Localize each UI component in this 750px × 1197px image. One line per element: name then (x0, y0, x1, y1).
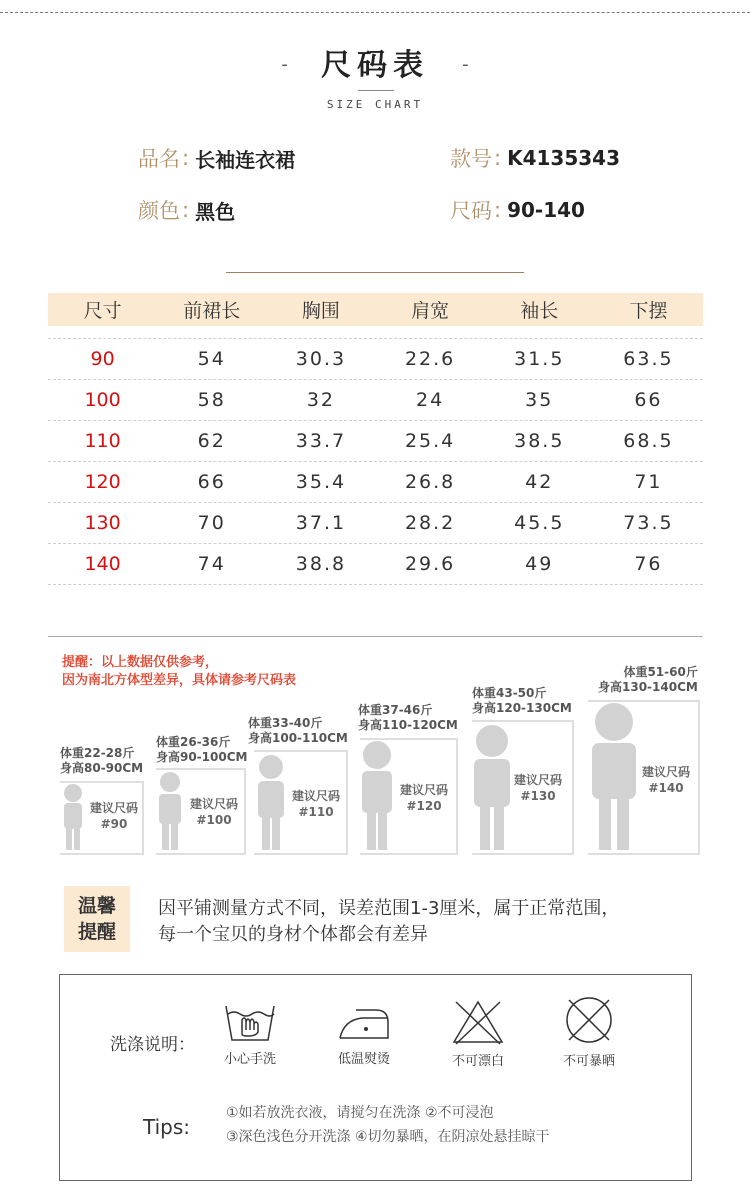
care-item-label: 不可暴晒 (562, 1054, 615, 1069)
child-silhouette-icon (468, 722, 516, 852)
table-row (48, 503, 703, 544)
no-sun-icon (563, 994, 615, 1046)
kid-box-100 (156, 768, 246, 855)
table-cell: 63.5 (623, 348, 674, 370)
kid-height: 身高120-130CM (472, 701, 572, 715)
title-dash-right: - (462, 54, 469, 75)
warm-tip-text (158, 896, 619, 948)
table-row (48, 339, 703, 380)
header-cell: 胸围 (301, 300, 340, 322)
name-label: 品名 (138, 147, 180, 171)
no-bleach-icon (450, 998, 506, 1046)
table-cell: 25.4 (404, 430, 456, 452)
hand-wash-icon (222, 1000, 278, 1044)
kid-suggest-size: #140 (648, 781, 684, 795)
color-colon: : (182, 198, 190, 222)
tips-text (226, 1101, 550, 1149)
care-item-no-bleach (428, 998, 528, 1069)
care-item-label: 不可漂白 (451, 1054, 504, 1069)
kid-suggest-size: #120 (406, 799, 442, 813)
table-cell: 31.5 (514, 348, 565, 370)
kid-suggest-text: 建议尺码 (513, 773, 562, 787)
style-colon: : (494, 146, 502, 170)
table-cell: 68.5 (623, 430, 674, 452)
kid-box-140 (588, 700, 700, 855)
warm-tip-line-2: 每一个宝贝的身材个体都会有差异 (158, 924, 428, 945)
kid-suggest-90 (86, 800, 142, 832)
table-cell: 35.4 (295, 471, 347, 493)
kid-info-110 (248, 716, 348, 746)
kid-info-140 (598, 665, 698, 695)
page-subtitle: SIZE CHART (326, 98, 424, 111)
care-item-label: 低温熨烫 (337, 1052, 390, 1067)
table-cell: 70 (197, 512, 226, 534)
table-cell: 26.8 (404, 471, 456, 493)
child-silhouette-icon (586, 700, 642, 852)
info-style-row (450, 143, 620, 173)
title-underline (358, 90, 394, 91)
kid-weight: 体重51-60斤 (623, 665, 698, 679)
reminder-line-1: 提醒：以上数据仅供参考， (62, 655, 219, 670)
table-cell: 62 (197, 430, 226, 452)
warm-tip-badge (64, 886, 130, 952)
table-row (48, 421, 703, 462)
kid-suggest-120 (396, 782, 452, 814)
style-value: K4135343 (507, 146, 620, 170)
header-cell: 前裙长 (183, 300, 241, 322)
kid-box-90 (60, 781, 144, 855)
size-value: 90-140 (507, 198, 585, 222)
table-cell-size: 100 (84, 389, 121, 411)
table-cell-size: 140 (84, 553, 121, 575)
table-row (48, 380, 703, 421)
kid-suggest-size: #100 (196, 813, 232, 827)
table-cell: 38.8 (295, 553, 347, 575)
table-row (48, 462, 703, 503)
child-silhouette-icon (58, 782, 88, 852)
kid-weight: 体重22-28斤 (60, 746, 135, 760)
header-cell: 袖长 (520, 300, 559, 322)
table-cell: 76 (634, 553, 663, 575)
table-cell: 35 (525, 389, 554, 411)
kid-suggest-140 (636, 764, 696, 796)
table-cell-size: 90 (90, 348, 115, 370)
kid-weight: 体重37-46斤 (358, 703, 433, 717)
warm-tip-line-1: 因平铺测量方式不同，误差范围1-3厘米，属于正常范围， (158, 898, 620, 919)
guide-divider (48, 636, 703, 637)
kid-suggest-text: 建议尺码 (399, 783, 448, 797)
table-cell: 38.5 (514, 430, 565, 452)
color-value: 黑色 (195, 199, 236, 224)
size-label: 尺码 (450, 199, 492, 223)
kid-suggest-text: 建议尺码 (641, 765, 690, 779)
title-dash-left: - (281, 54, 288, 75)
page-header (0, 40, 750, 84)
reminder-text (62, 654, 296, 690)
table-cell: 45.5 (514, 512, 565, 534)
table-cell: 33.7 (295, 430, 347, 452)
top-dashed-divider (0, 12, 750, 13)
warm-tip-badge-line-1: 温馨 (77, 895, 116, 917)
name-colon: : (182, 146, 190, 170)
kid-weight: 体重33-40斤 (248, 716, 323, 730)
kid-box-110 (254, 750, 348, 855)
kid-suggest-text: 建议尺码 (291, 789, 340, 803)
table-cell: 24 (416, 389, 445, 411)
info-size-row (450, 195, 585, 225)
header-cell: 肩宽 (411, 300, 450, 322)
kid-height: 身高130-140CM (598, 680, 698, 694)
table-cell: 49 (525, 553, 554, 575)
tips-label: Tips: (143, 1115, 191, 1139)
table-header (48, 293, 703, 326)
page-title: 尺码表 (321, 48, 429, 83)
header-cell: 下摆 (629, 300, 668, 322)
kid-height: 身高100-110CM (248, 731, 348, 745)
kid-height: 身高80-90CM (60, 761, 144, 775)
kid-suggest-size: #130 (520, 789, 556, 803)
table-cell: 32 (306, 389, 336, 411)
section-divider (226, 272, 524, 273)
child-silhouette-icon (153, 770, 187, 852)
table-cell: 71 (634, 471, 663, 493)
table-separator (48, 326, 703, 339)
kid-box-130 (472, 720, 574, 855)
table-cell-size: 110 (84, 430, 121, 452)
kid-suggest-size: #110 (298, 805, 334, 819)
tips-line-1: ①如若放洗衣液，请搅匀在洗涤 ②不可浸泡 (226, 1105, 494, 1121)
kid-box-120 (360, 738, 458, 855)
child-silhouette-icon (252, 752, 290, 852)
table-cell: 29.6 (404, 553, 456, 575)
table-cell: 66 (197, 471, 226, 493)
care-item-low-iron (314, 1000, 414, 1067)
kid-height: 身高90-100CM (156, 750, 248, 764)
care-item-no-sun (539, 994, 639, 1069)
table-cell: 42 (525, 471, 554, 493)
color-label: 颜色 (138, 199, 180, 223)
care-item-hand-wash (200, 1000, 300, 1067)
table-cell: 66 (634, 389, 663, 411)
table-row (48, 544, 703, 585)
care-title: 洗涤说明： (110, 1035, 195, 1055)
kid-info-120 (358, 703, 458, 733)
style-label: 款号 (450, 147, 492, 171)
size-colon: : (494, 198, 502, 222)
info-name-row (138, 143, 295, 173)
name-value: 长袖连衣裙 (195, 147, 296, 172)
table-cell: 54 (197, 348, 226, 370)
warm-tip-badge-line-2: 提醒 (77, 921, 116, 943)
table-cell: 58 (197, 389, 226, 411)
table-cell-size: 120 (84, 471, 121, 493)
table-cell: 74 (197, 553, 226, 575)
size-table (48, 293, 703, 585)
info-color-row (138, 195, 235, 225)
table-cell: 73.5 (623, 512, 674, 534)
kid-info-100 (156, 735, 247, 765)
care-item-label: 小心手洗 (223, 1052, 276, 1067)
kid-suggest-text: 建议尺码 (89, 801, 138, 815)
table-cell-size: 130 (84, 512, 121, 534)
kid-suggest-size: #90 (100, 817, 128, 831)
kid-info-130 (472, 686, 572, 716)
kid-info-90 (60, 746, 143, 776)
reminder-line-2: 因为南北方体型差异，具体请参考尺码表 (62, 673, 297, 688)
kid-suggest-110 (288, 788, 344, 820)
low-iron-icon (336, 1000, 392, 1044)
table-cell: 22.6 (404, 348, 456, 370)
kid-weight: 体重26-36斤 (156, 735, 231, 749)
kid-suggest-100 (186, 796, 242, 828)
table-cell: 28.2 (404, 512, 456, 534)
header-cell: 尺寸 (83, 300, 122, 322)
table-cell: 37.1 (295, 512, 347, 534)
child-silhouette-icon (356, 738, 398, 852)
tips-line-2: ③深色浅色分开洗涤 ④切勿暴晒，在阴凉处悬挂晾干 (226, 1129, 550, 1145)
table-cell: 30.3 (295, 348, 347, 370)
kid-weight: 体重43-50斤 (472, 686, 547, 700)
kid-height: 身高110-120CM (358, 718, 458, 732)
kid-suggest-text: 建议尺码 (189, 797, 238, 811)
kid-suggest-130 (510, 772, 566, 804)
